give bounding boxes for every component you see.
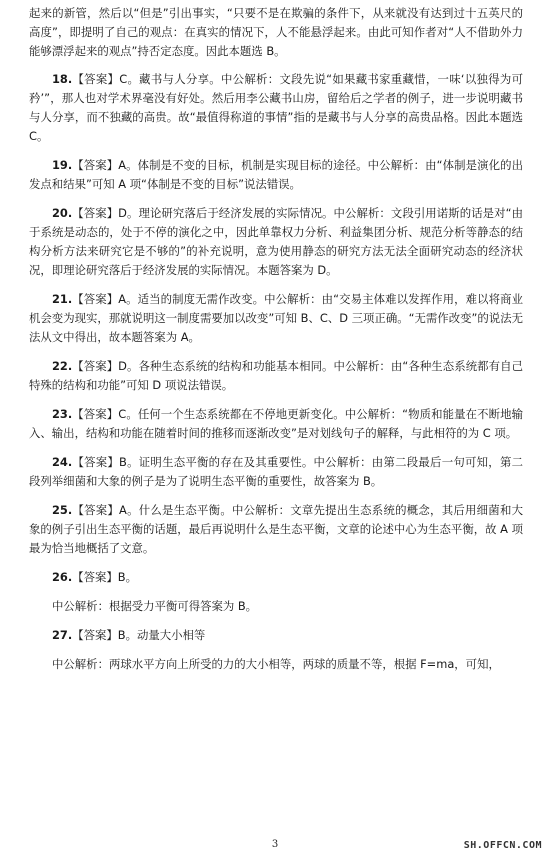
- answer-text: 【答案】A。适当的制度无需作改变。中公解析：由“交易主体难以发挥作用，难以将商业机会变为现实，那就说明这一制度需要加以改变”可知 B、C、D 三项正确。“无需作改变”的说法无法从文中得出，故本题答案为 A。: [29, 292, 523, 344]
- answer-item-26-analysis: 中公解析：根据受力平衡可得答案为 B。: [52, 599, 258, 613]
- answer-item-22: [29, 357, 523, 395]
- answer-text: 【答案】A。体制是不变的目标，机制是实现目标的途径。中公解析：由“体制是演化的出发点和结果”可知 A 项“体制是不变的目标”说法错误。: [29, 158, 523, 191]
- answer-item-27: [29, 626, 523, 645]
- answer-item-23: [29, 405, 523, 443]
- question-number: 23.: [52, 407, 73, 421]
- answer-item-27-analysis: 中公解析：两球水平方向上所受的力的大小相等，两球的质量不等，根据 F=ma，可知，: [52, 657, 500, 671]
- answer-text: 【答案】B。动量大小相等: [72, 628, 206, 642]
- question-number: 19.: [52, 158, 73, 172]
- answer-item-20: [29, 204, 523, 280]
- answer-text: 【答案】A。什么是生态平衡。中公解析：文章先提出生态系统的概念，其后用细菌和大象的例子引出生态平衡的话题，最后再说明什么是生态平衡，文章的论述中心为生态平衡，故 A 项最为恰当地概括了文意。: [29, 503, 523, 555]
- answer-text: 【答案】D。各种生态系统的结构和功能基本相同。中公解析：由“各种生态系统都有自己特殊的结构和功能”可知 D 项说法错误。: [29, 359, 523, 392]
- answer-text: 【答案】C。任何一个生态系统都在不停地更新变化。中公解析：“物质和能量在不断地输入、输出，结构和功能在随着时间的推移而逐渐改变”是对划线句子的解释，与此相符的为 C 项。: [29, 407, 523, 440]
- answer-text: 【答案】D。理论研究落后于经济发展的实际情况。中公解析：文段引用诺斯的话是对“由于系统是动态的，处于不停的演化之中，因此单靠权力分析、利益集团分析、规范分析等静态的结构分析方法来研究它是不够的”的补充说明，意为使用静态的研究方法无法全面研究动态的经济状况，即理论研究落后于经济发展的实际情况。本题答案为 D。: [29, 206, 523, 277]
- intro-paragraph: 起来的新管，然后以“但是”引出事实，“只要不是在欺骗的条件下，从来就没有达到过十五英尺的高度”，即提明了自己的观点：在真实的情况下，人不能悬浮起来。由此可知作者对“人不借助外力能够漂浮起来的观点”持否定态度。因此本题选 B。: [29, 6, 523, 58]
- answer-text: 【答案】C。藏书与人分享。中公解析：文段先说“如果藏书家重藏惜，一味‘以独得为可矜’”，那人也对学术界毫没有好处。然后用李公藏书山房，留给后之学者的例子，进一步说明藏书与人分享，而不独藏的高贵。故“最值得称道的事情”指的是藏书与人分享的高贵品格。因此本题选 C。: [29, 72, 523, 143]
- document-body: [29, 4, 523, 684]
- answer-text: 【答案】B。证明生态平衡的存在及其重要性。中公解析：由第二段最后一句可知，第二段列举细菌和大象的例子是为了说明生态平衡的重要性，故答案为 B。: [29, 455, 523, 488]
- question-number: 21.: [52, 292, 73, 306]
- site-watermark: SH.OFFCN.COM: [463, 840, 542, 851]
- answer-item-19: [29, 156, 523, 194]
- question-number: 25.: [52, 503, 73, 517]
- answer-item-24: [29, 453, 523, 491]
- question-number: 18.: [52, 72, 73, 86]
- answer-item-21: [29, 290, 523, 347]
- answer-text: 【答案】B。: [72, 570, 137, 584]
- answer-item-26: [29, 568, 523, 587]
- question-number: 27.: [52, 628, 73, 642]
- page-number: 3: [271, 839, 279, 850]
- question-number: 24.: [52, 455, 73, 469]
- answer-item-18: [29, 70, 523, 146]
- question-number: 22.: [52, 359, 73, 373]
- question-number: 26.: [52, 570, 73, 584]
- answer-item-25: [29, 501, 523, 558]
- question-number: 20.: [52, 206, 73, 220]
